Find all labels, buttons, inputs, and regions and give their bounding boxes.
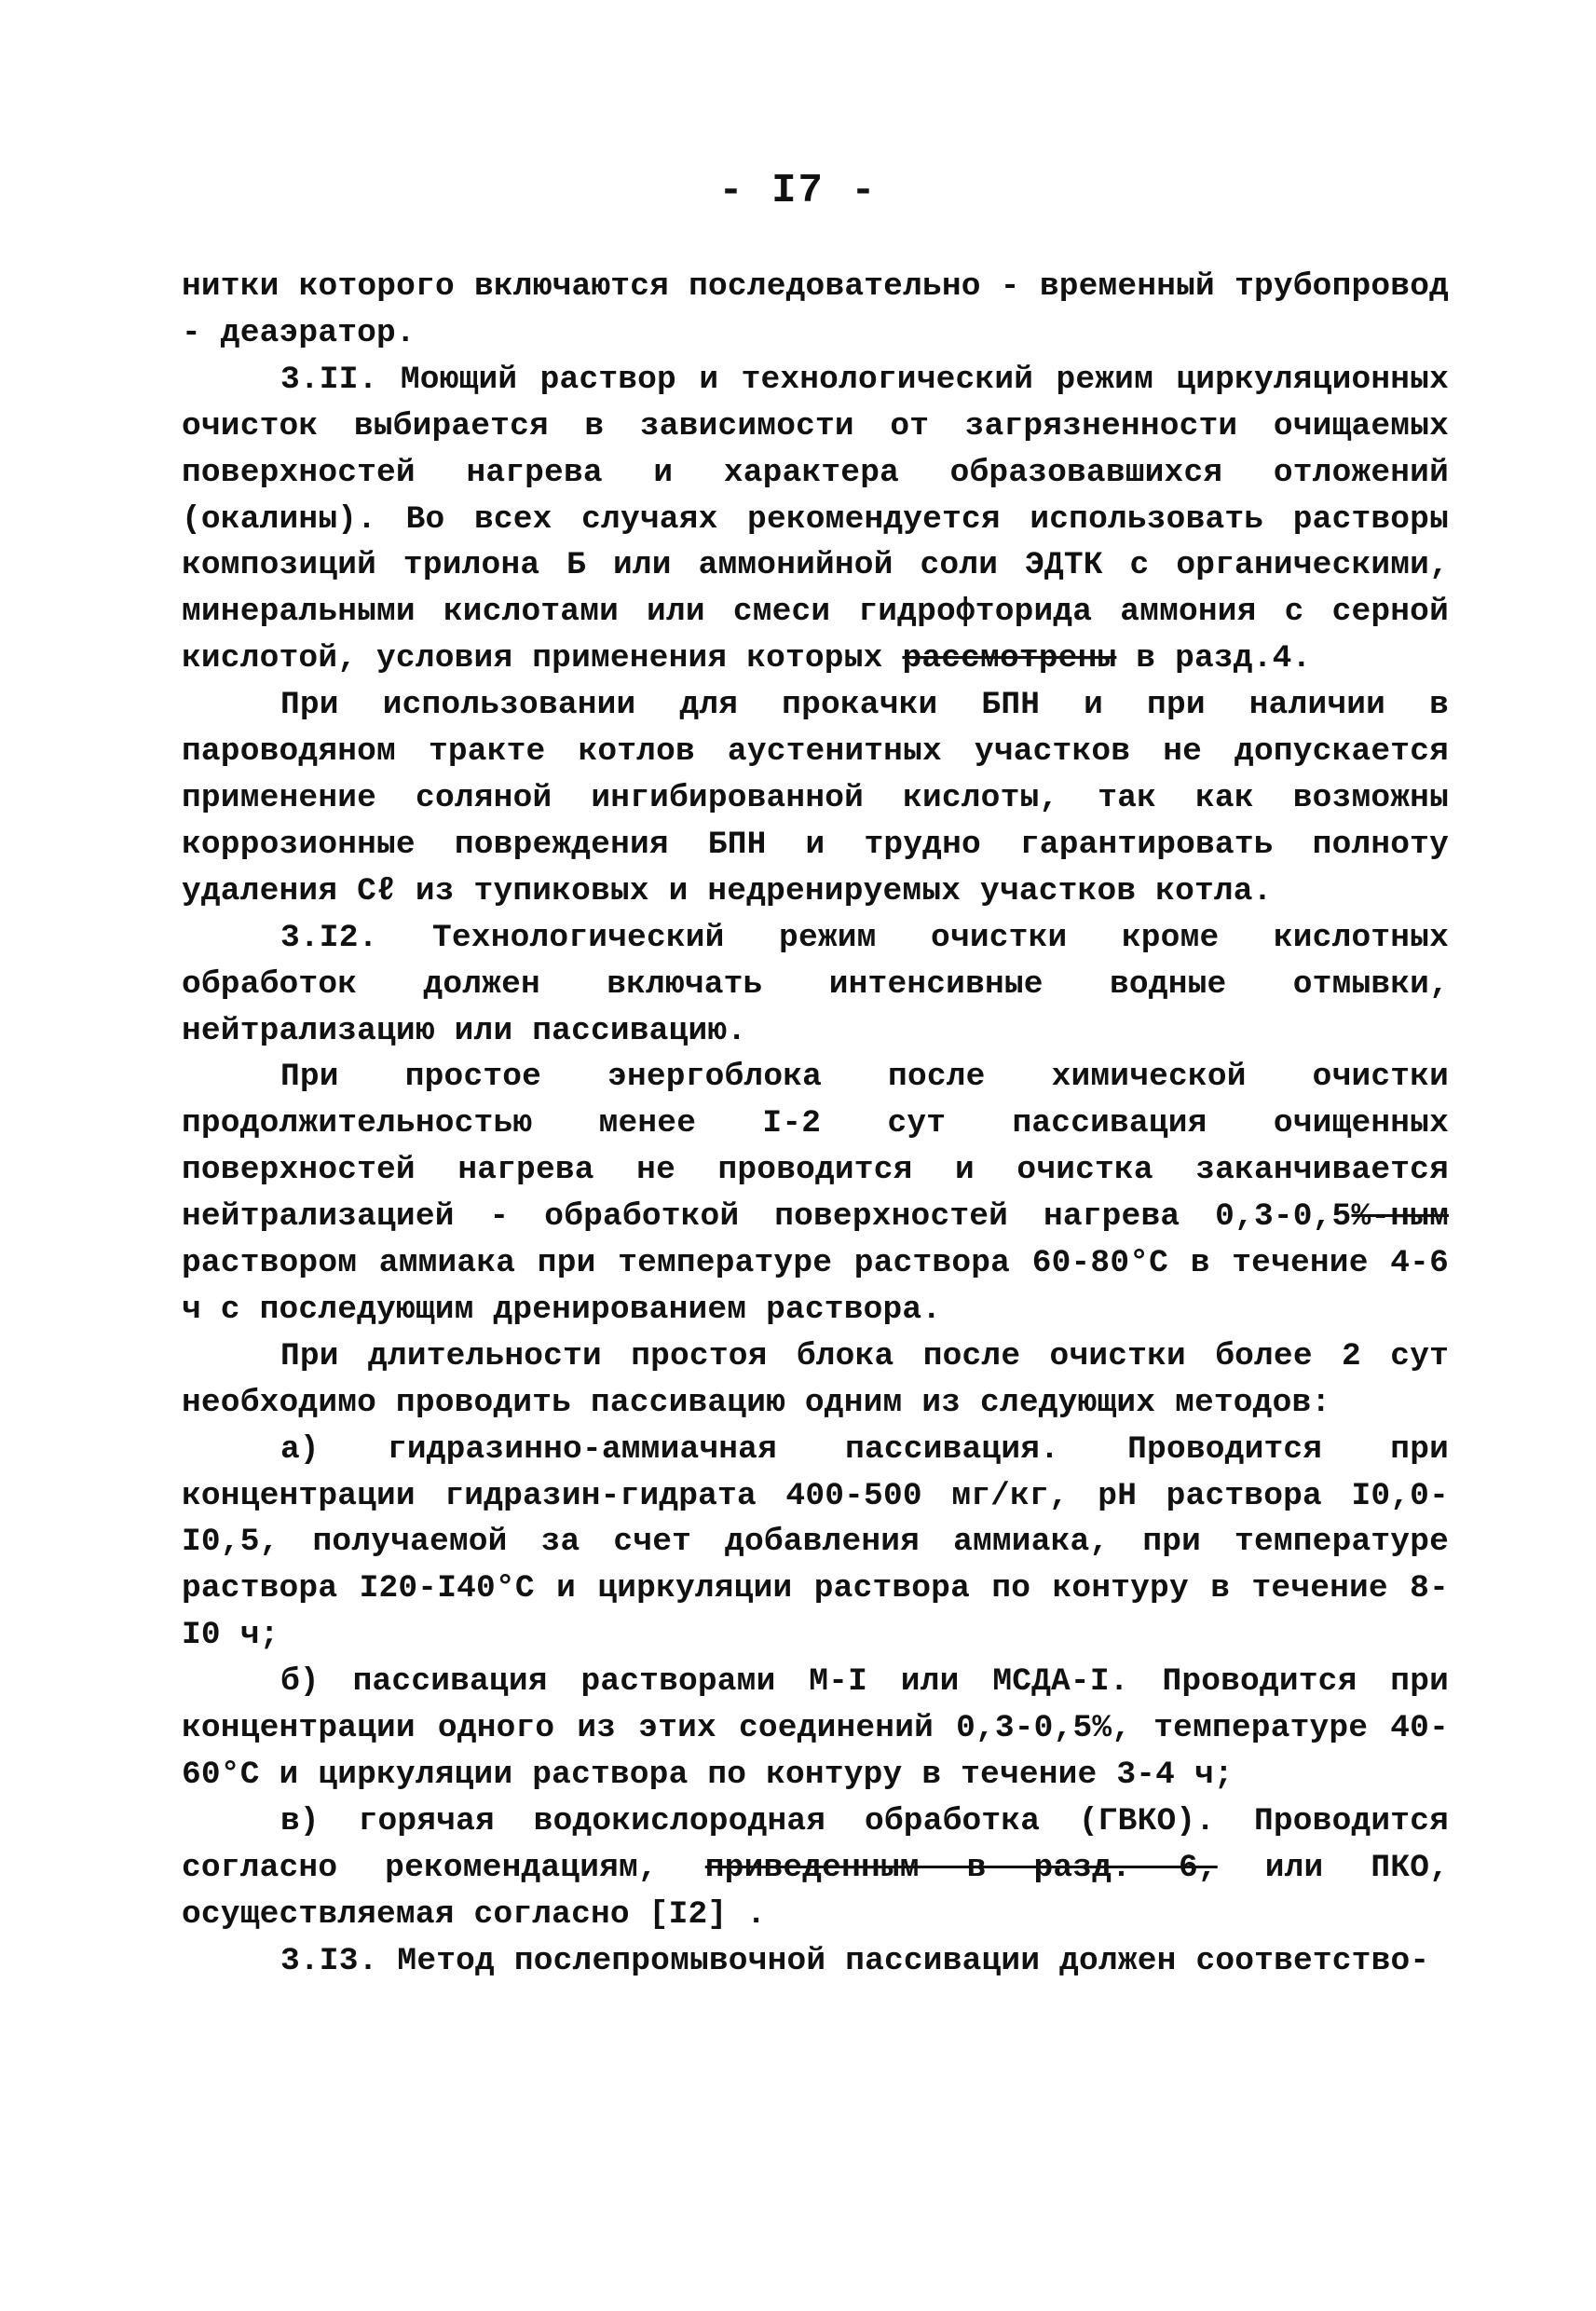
struck-text: рассмотрены (902, 640, 1117, 677)
text-run: в разд.4. (1116, 640, 1312, 677)
paragraph-short-idle (182, 1054, 1449, 1333)
text-run: в) горячая водокислородная обработка (ГВКО). Проводится согласно рекомендациям, (182, 1802, 1449, 1886)
paragraph-bpn-usage (182, 682, 1449, 915)
text-run: При длительности простоя блока после очистки более 2 сут необходимо проводить пассивацию одним из следующих методов: (182, 1337, 1449, 1421)
paragraph-continuation (182, 264, 1449, 357)
paragraph-3-13 (182, 1938, 1449, 1985)
paragraph-3-11 (182, 357, 1449, 682)
list-item-c (182, 1798, 1449, 1938)
page-number: - I7 - (718, 168, 878, 214)
list-item-b (182, 1659, 1449, 1798)
text-run: 3.I2. Технологический режим очистки кроме кислотных обработок должен включать интенсивные водные отмывки, нейтрализацию или пассивацию. (182, 919, 1449, 1049)
text-run: нитки которого включаются последовательно - временный трубопровод - деаэратор. (182, 268, 1449, 351)
struck-text: приведенным в разд. 6, (704, 1849, 1218, 1886)
text-run: а) гидразинно-аммиачная пассивация. Проводится при концентрации гидразин-гидрата 400-500 мг/кг, pH раствора I0,0-I0,5, получаемой за счет добавления аммиака, при температуре раствора I20-I40°C и циркуляции раствора по контуру в течение 8-I0 ч; (182, 1430, 1449, 1654)
text-run: При использовании для прокачки БПН и при наличии в пароводяном тракте котлов аустенитных участков не допускается применение соляной ингибированной кислоты, так как возможны коррозионные повреждения БПН и трудно гарантировать полноту удаления Cℓ из тупиковых и недренируемых участков котла. (182, 687, 1449, 909)
text-run: б) пассивация растворами М-I или МСДА-I. Проводится при концентрации одного из этих соединений 0,3-0,5%, температуре 40-60°C и циркуляции раствора по контуру в течение 3-4 ч; (182, 1663, 1449, 1793)
document-body (182, 264, 1449, 1985)
paragraph-long-idle (182, 1333, 1449, 1427)
text-run: или ПКО, осуществляемая согласно [I2] . (182, 1849, 1449, 1933)
text-run: При простое энергоблока после химической очистки продолжительностью менее I-2 сут пассивация очищенных поверхностей нагрева не проводится и очистка заканчивается нейтрализацией - обработкой поверхностей нагрева 0,3-0,5 (182, 1059, 1449, 1236)
paragraph-3-12 (182, 915, 1449, 1055)
list-item-a (182, 1427, 1449, 1660)
text-run: 3.II. Моющий раствор и технологический режим циркуляционных очисток выбирается в зависимости от загрязненности очищаемых поверхностей нагрева и характера образовавшихся отложений (окалины). Во всех случаях рекомендуется использовать растворы композиций трилона Б или аммонийной соли ЭДТК с органическими, минеральными кислотами или смеси гидрофторида аммония с серной кислотой, условия применения которых (182, 361, 1449, 677)
text-run: раствором аммиака при температуре раствора 60-80°C в течение 4-6 ч с последующим дренированием раствора. (182, 1245, 1449, 1328)
struck-text: %-ным (1351, 1198, 1449, 1236)
text-run: 3.I3. Метод послепромывочной пассивации должен соответство- (280, 1942, 1430, 1979)
